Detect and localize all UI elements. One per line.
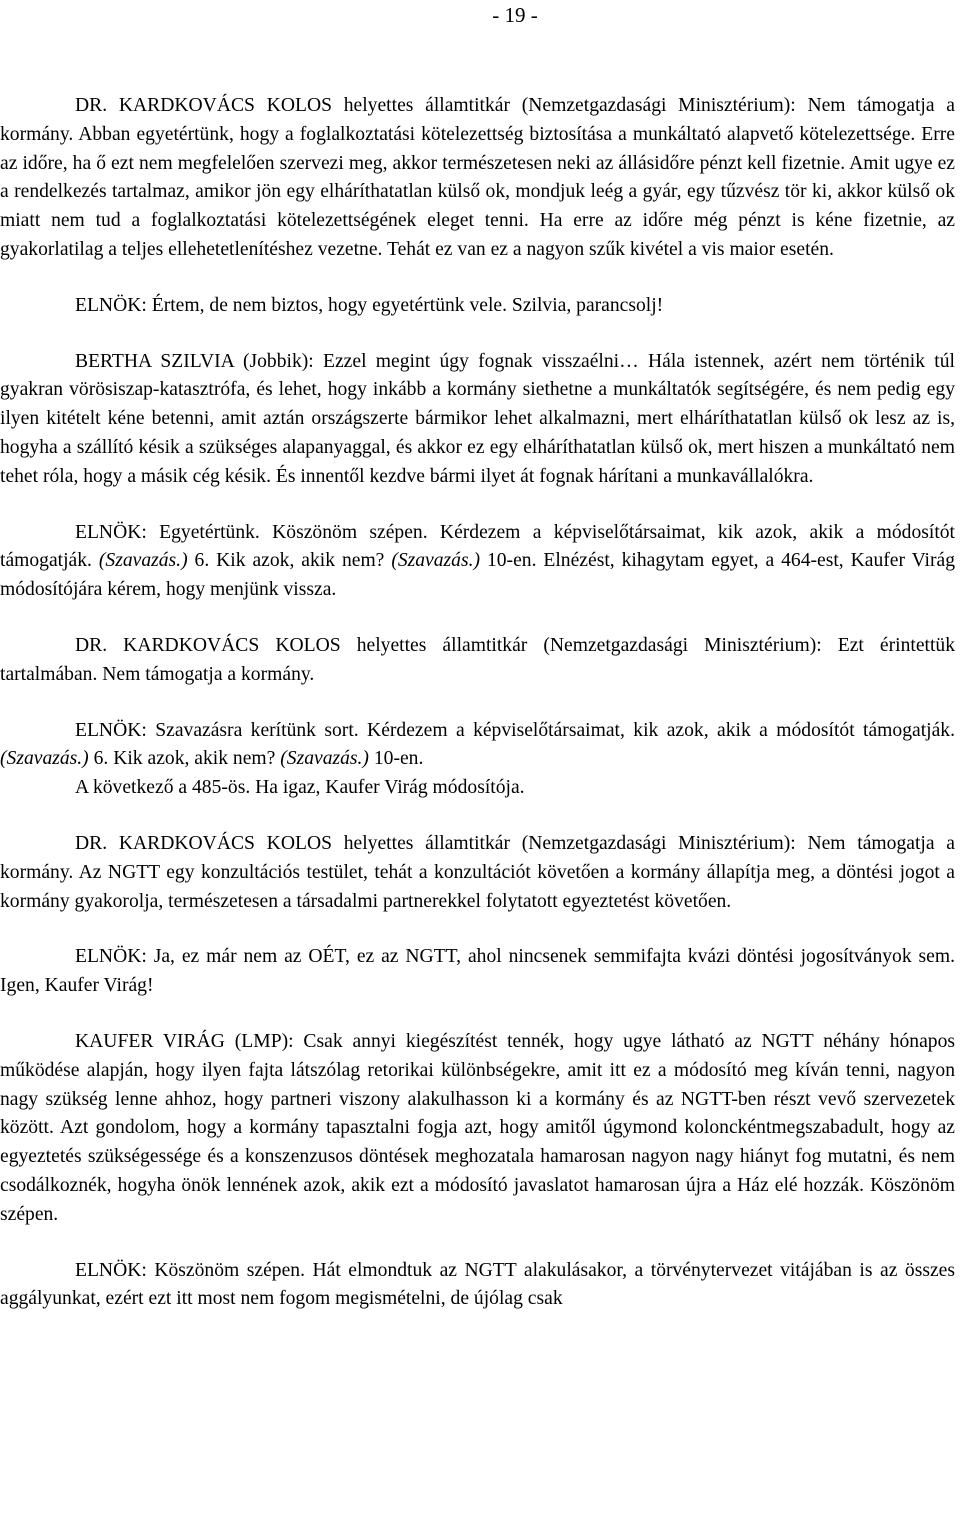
vote-note: (Szavazás.) — [391, 550, 481, 572]
document-body — [0, 92, 955, 1314]
speech-text: A következő a 485-ös. Ha igaz, Kaufer Virág módosítója. — [75, 777, 525, 799]
speech-text: ELNÖK: Szavazásra kerítünk sort. Kérdezem a képviselőtársaimat, kik azok, akik a módosítót támogatják. — [75, 719, 955, 741]
speech-text: 6. Kik azok, akik nem? — [187, 550, 392, 572]
speech-text: 6. Kik azok, akik nem? — [88, 748, 281, 770]
vote-note: (Szavazás.) — [280, 748, 369, 770]
speech-text: DR. KARDKOVÁCS KOLOS helyettes államtitkár (Nemzetgazdasági Minisztérium): Nem támogatja a kormány. Az NGTT egy konzultációs testület, tehát a konzultációt követően a kormány állapítja meg, a döntési jogot a kormány gyakorolja, természetesen a társadalmi partnerekkel folytatott egyeztetést követően. — [0, 832, 955, 912]
speech-text: 10-en. Elnézést, kihagytam egyet, a 464-est, Kaufer Virág módosítójára kérem, hogy menjünk vissza. — [0, 550, 956, 601]
speech-text: ELNÖK: Egyetértünk. Köszönöm szépen. Kérdezem a képviselőtársaimat, kik azok, akik a módosítót támogatják. — [0, 521, 955, 572]
paragraph-elnok-1 — [0, 292, 955, 321]
paragraph-kardkovacs-1 — [0, 92, 955, 265]
speech-text: BERTHA SZILVIA (Jobbik): Ezzel megint úgy fognak visszaélni… Hála istennek, azért nem történik túl gyakran vörösiszap-katasztrófa, és lehet, hogy inkább a kormány siethetne a munkáltatók segítségére, és nem pedig egy ilyen kitételt kéne betenni, amit aztán országszerte bármikor lehet alkalmazni, mert elháríthatatlan külső ok lesz az is, hogyha a szállító késik a szükséges alapanyaggal, és akkor ez egy elháríthatatlan külső ok, mert hiszen a munkáltató nem tehet róla, hogy a másik cég késik. És innentől kezdve bármi ilyet át fognak hárítani a munkavállalókra. — [0, 350, 955, 487]
speech-text: DR. KARDKOVÁCS KOLOS helyettes államtitkár (Nemzetgazdasági Minisztérium): Nem támogatja a kormány. Abban egyetértünk, hogy a foglalkoztatási kötelezettség biztosítása a munkáltató alapvető kötelezettsége. Erre az időre, ha ő ezt nem megfelelően szervezi meg, akkor természetesen neki az állásidőre pénzt kell fizetnie. Amit ugye ez a rendelkezés tartalmaz, amikor jön egy elháríthatatlan külső ok, mondjuk leég a gyár, egy tűzvész tör ki, akkor külső ok miatt nem tud a foglalkoztatási kötelezettségének eleget tenni. Ha erre az időre még pénzt is kéne fizetnie, az gyakorlatilag a teljes ellehetetlenítéshez vezetne. Tehát ez van ez a nagyon szűk kivétel a vis maior esetén. — [0, 95, 955, 260]
paragraph-elnok-4 — [0, 774, 955, 803]
speech-text: ELNÖK: Köszönöm szépen. Hát elmondtuk az NGTT alakulásakor, a törvénytervezet vitájában is az összes aggályunkat, ezért ezt itt most nem fogom megismételni, de újólag csak — [0, 1259, 955, 1310]
paragraph-elnok-5 — [0, 943, 955, 1001]
vote-note: (Szavazás.) — [98, 550, 188, 572]
paragraph-elnok-3 — [0, 717, 955, 775]
speech-text: DR. KARDKOVÁCS KOLOS helyettes államtitkár (Nemzetgazdasági Minisztérium): Ezt érintettük tartalmában. Nem támogatja a kormány. — [0, 634, 955, 685]
speech-text: 10-en. — [368, 748, 424, 770]
paragraph-kaufer — [0, 1028, 955, 1230]
speech-text: KAUFER VIRÁG (LMP): Csak annyi kiegészítést tennék, hogy ugye látható az NGTT néhány hónapos működése alapján, hogy ilyen fajta látszólag retorikai különbségekre, amit itt ez a módosító meg kíván tenni, nagyon nagy szükség lenne ahhoz, hogy partneri viszony alakulhasson ki a kormány és az NGTT-ben részt vevő szervezetek között. Azt gondolom, hogy a kormány tapasztalni fogja azt, hogy amitől úgymond kolonckéntmegszabadult, hogy az egyeztetés szükségessége és a konszenzusos döntések meghozatala hamarosan nagyon nagy hiányt fog mutatni, és nem csodálkoznék, hogyha önök lennének azok, akik ezt a módosító javaslatot hamarosan újra a Ház elé hozzák. Köszönöm szépen. — [0, 1030, 955, 1225]
paragraph-elnok-2 — [0, 519, 955, 605]
speech-text: ELNÖK: Ja, ez már nem az OÉT, ez az NGTT, ahol nincsenek semmifajta kvázi döntési jogosítványok sem. Igen, Kaufer Virág! — [0, 946, 955, 997]
paragraph-bertha — [0, 348, 955, 492]
vote-note: (Szavazás.) — [0, 748, 89, 770]
speech-text: ELNÖK: Értem, de nem biztos, hogy egyetértünk vele. Szilvia, parancsolj! — [75, 294, 664, 316]
paragraph-kardkovacs-2 — [0, 632, 955, 690]
paragraph-kardkovacs-3 — [0, 830, 955, 916]
page-number: - 19 - — [492, 3, 538, 27]
paragraph-elnok-6 — [0, 1257, 955, 1315]
